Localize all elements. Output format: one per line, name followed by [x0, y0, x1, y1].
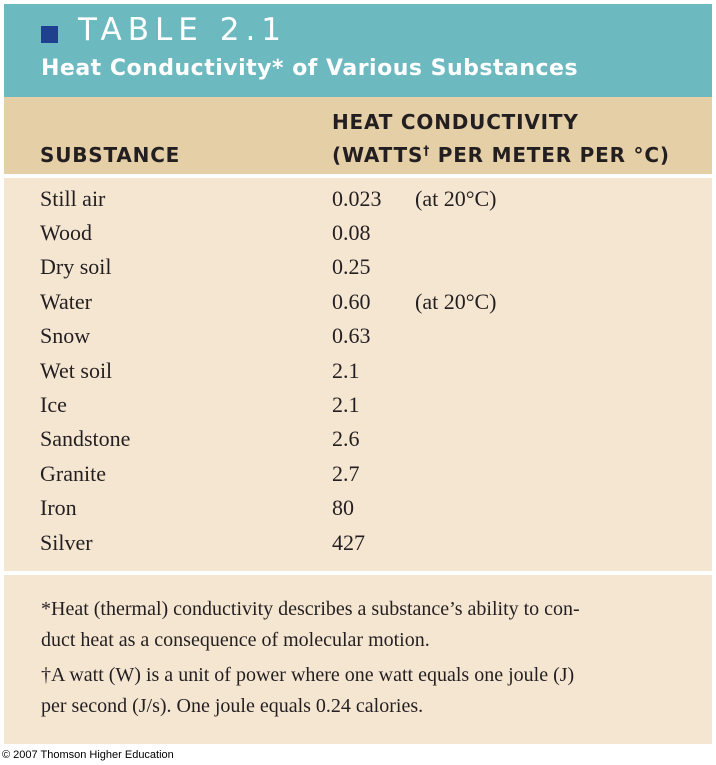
table-row: [4, 252, 712, 286]
footnote-asterisk: [41, 594, 681, 656]
footnote-dagger-line1: †A watt (W) is a unit of power where one watt equals one joule (J): [41, 664, 575, 686]
table-row: [4, 184, 712, 218]
conductivity-cell: 0.63: [332, 323, 371, 348]
header-conductivity-line2: [332, 143, 670, 167]
header-substance: SUBSTANCE: [40, 143, 181, 167]
substance-cell: Dry soil: [40, 254, 112, 279]
table-header: [4, 97, 712, 174]
title-square-bullet: [41, 26, 58, 43]
copyright-notice: © 2007 Thomson Higher Education: [2, 749, 174, 761]
substance-cell: Sandstone: [40, 426, 131, 451]
header-divider: [4, 174, 712, 178]
conductivity-cell: 0.08: [332, 220, 371, 245]
conductivity-cell: 2.7: [332, 461, 360, 486]
substance-cell: Still air: [40, 186, 106, 211]
table-subtitle: Heat Conductivity* of Various Substances: [41, 56, 579, 81]
table-label: TABLE 2.1: [78, 12, 288, 48]
table-row: [4, 321, 712, 355]
table-panel: [4, 4, 712, 744]
conductivity-cell: 2.1: [332, 358, 360, 383]
substance-cell: Ice: [40, 392, 67, 417]
substance-cell: Snow: [40, 323, 91, 348]
note-cell: (at 20°C): [415, 289, 497, 314]
substance-cell: Water: [40, 289, 92, 314]
table-row: [4, 390, 712, 424]
conductivity-cell: 80: [332, 495, 354, 520]
substance-cell: Wet soil: [40, 358, 113, 383]
conductivity-cell: 0.25: [332, 254, 371, 279]
conductivity-cell: 0.023: [332, 186, 382, 211]
dagger-mark: †: [423, 143, 430, 158]
table-row: [4, 459, 712, 493]
table-row: [4, 356, 712, 390]
note-cell: (at 20°C): [415, 186, 497, 211]
table-row: [4, 424, 712, 458]
table-title-band: [4, 4, 712, 97]
conductivity-cell: 2.6: [332, 426, 360, 451]
conductivity-cell: 0.60: [332, 289, 371, 314]
table-row: [4, 218, 712, 252]
footnote-dagger: [41, 660, 681, 722]
footnote-divider: [4, 571, 712, 575]
header-conductivity-line2-pre: (WATTS: [332, 143, 424, 167]
table-row: [4, 528, 712, 562]
footnote-asterisk-line2: duct heat as a consequence of molecular motion.: [41, 629, 430, 651]
substance-cell: Silver: [40, 530, 93, 555]
substance-cell: Wood: [40, 220, 93, 245]
substance-cell: Iron: [40, 495, 77, 520]
header-conductivity-line1: HEAT CONDUCTIVITY: [332, 110, 579, 134]
footnote-asterisk-line1: *Heat (thermal) conductivity describes a substance’s ability to con-: [41, 598, 580, 620]
conductivity-cell: 2.1: [332, 392, 360, 417]
footnote-dagger-line2: per second (J/s). One joule equals 0.24 calories.: [41, 695, 424, 717]
table-row: [4, 493, 712, 527]
table-row: [4, 287, 712, 321]
conductivity-cell: 427: [332, 530, 365, 555]
substance-cell: Granite: [40, 461, 106, 486]
header-conductivity-line2-post: PER METER PER °C): [430, 143, 670, 167]
